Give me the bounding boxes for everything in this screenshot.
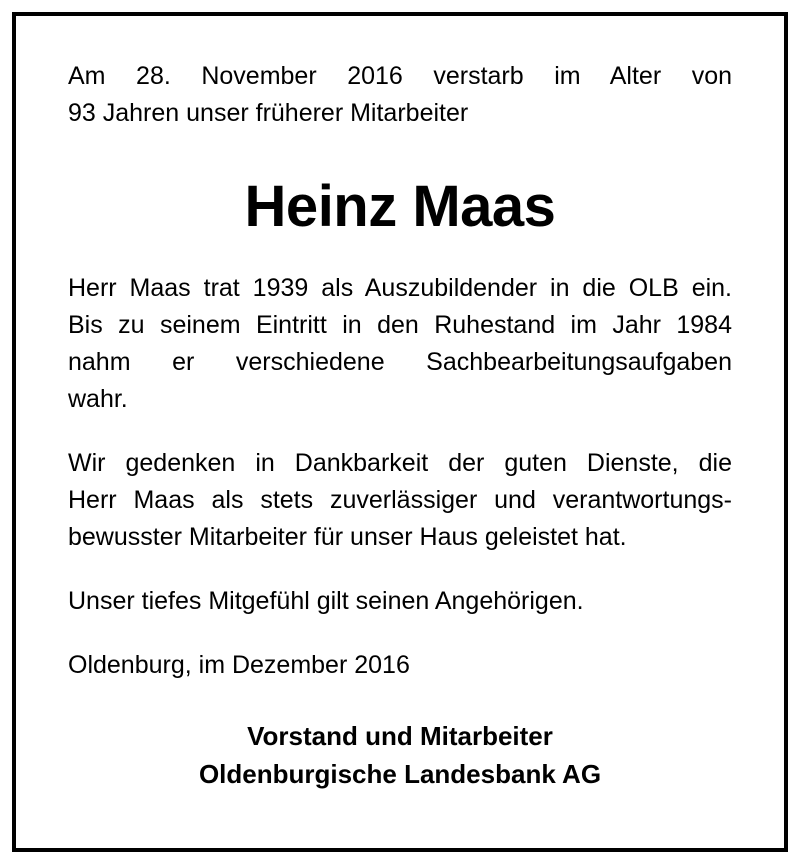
condolence-line: Unser tiefes Mitgefühl gilt seinen Angehörigen. bbox=[68, 587, 584, 615]
notice-content bbox=[68, 58, 732, 793]
career-paragraph bbox=[68, 270, 732, 418]
place-date bbox=[68, 647, 732, 684]
place-date-line: Oldenburg, im Dezember 2016 bbox=[68, 651, 410, 679]
career-line-1: Herr Maas trat 1939 als Auszubildender in die OLB ein. bbox=[68, 274, 732, 302]
condolence-paragraph bbox=[68, 583, 732, 620]
gratitude-line-1: Wir gedenken in Dankbarkeit der guten Dienste, die bbox=[68, 449, 732, 477]
career-line-4: wahr. bbox=[68, 385, 128, 413]
obituary-notice bbox=[12, 12, 788, 852]
deceased-name: Heinz Maas bbox=[244, 174, 556, 239]
career-line-2: Bis zu seinem Eintritt in den Ruhestand im Jahr 1984 bbox=[68, 311, 732, 339]
gratitude-line-2: Herr Maas als stets zuverlässiger und verantwortungs- bbox=[68, 486, 732, 514]
intro-paragraph bbox=[68, 58, 732, 132]
intro-line-2: 93 Jahren unser früherer Mitarbeiter bbox=[68, 99, 469, 127]
signature-line-1: Vorstand und Mitarbeiter bbox=[247, 721, 553, 751]
career-line-3: nahm er verschiedene Sachbearbeitungsaufgaben bbox=[68, 348, 732, 376]
signature-block bbox=[68, 717, 732, 793]
gratitude-line-3: bewusster Mitarbeiter für unser Haus geleistet hat. bbox=[68, 523, 627, 551]
gratitude-paragraph bbox=[68, 445, 732, 556]
intro-line-1: Am 28. November 2016 verstarb im Alter von bbox=[68, 62, 732, 90]
signature-line-2: Oldenburgische Landesbank AG bbox=[198, 759, 602, 789]
